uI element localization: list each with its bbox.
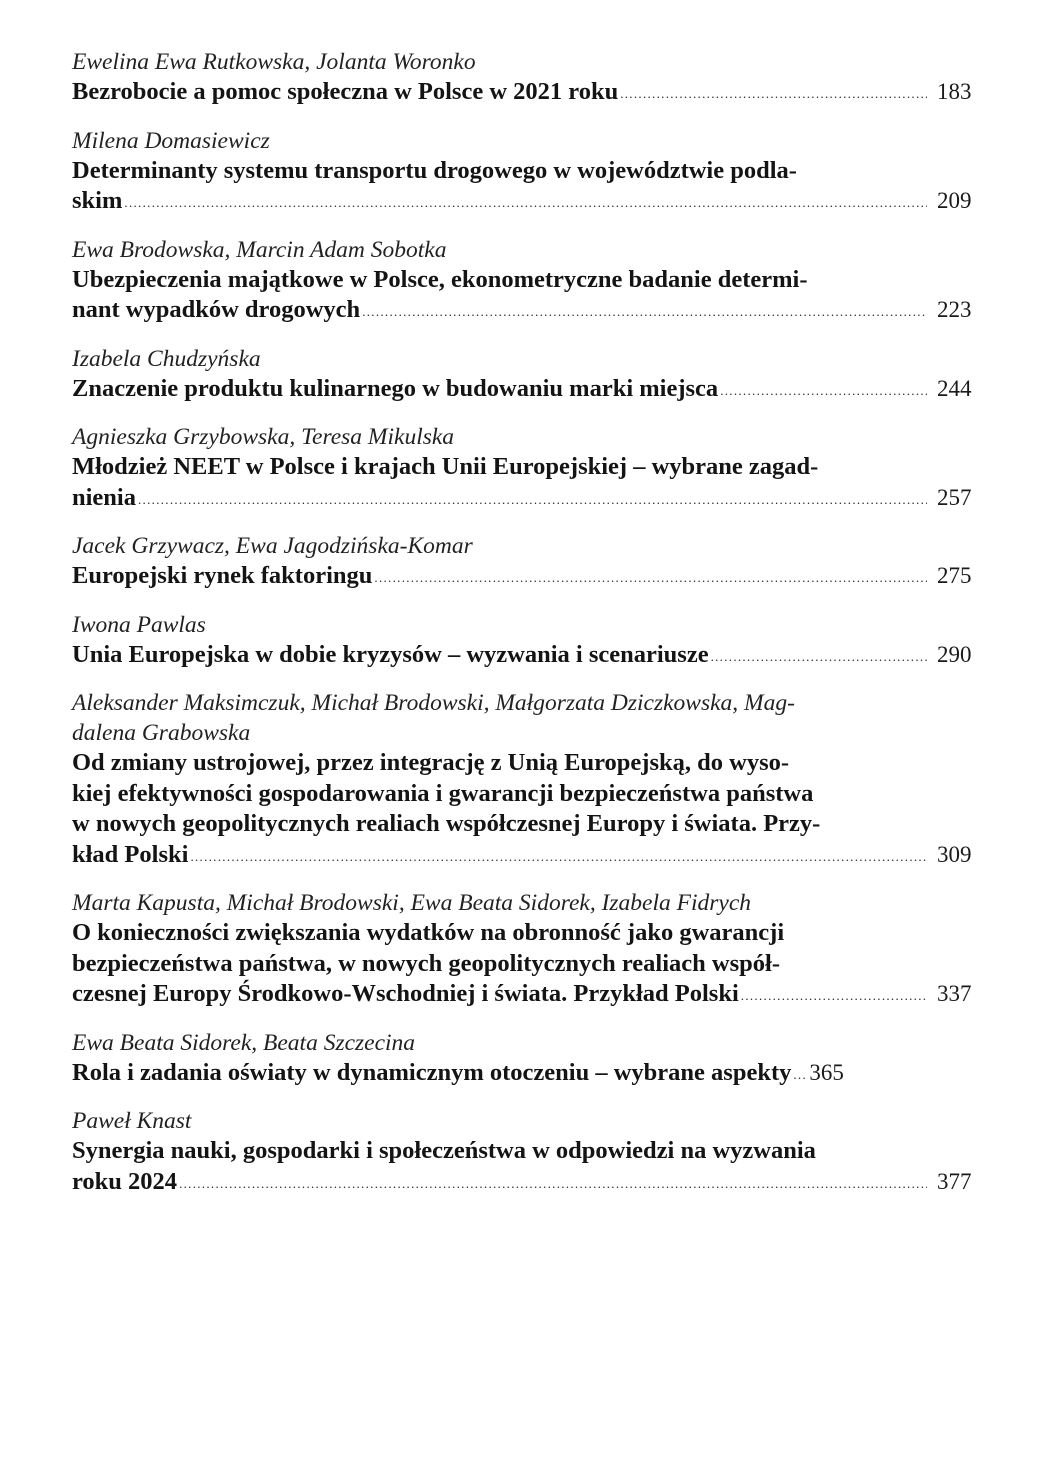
toc-entry — [72, 531, 977, 595]
authors-line: Ewelina Ewa Rutkowska, Jolanta Woronko — [72, 49, 476, 75]
entry-authors — [72, 1106, 977, 1136]
toc-entry — [72, 610, 977, 674]
entry-authors — [72, 1028, 977, 1058]
authors-line: Ewa Beata Sidorek, Beata Szczecina — [72, 1029, 416, 1056]
title-line: Determinanty systemu transportu drogowego w województwie podla- — [72, 156, 797, 184]
authors-line: Iwona Pawlas — [72, 611, 206, 638]
page-number: 290 — [937, 641, 972, 667]
dot-leader — [374, 563, 927, 594]
dot-leader — [620, 79, 927, 110]
dot-leader — [793, 1060, 807, 1091]
title-line: roku 2024 — [72, 1167, 178, 1195]
dot-leader — [190, 842, 927, 873]
entry-authors — [72, 422, 977, 452]
entry-authors — [72, 531, 977, 561]
entry-authors — [72, 126, 977, 156]
title-last-line — [72, 979, 977, 1013]
toc-entry — [72, 235, 977, 329]
title-line: kład Polski — [72, 840, 189, 868]
title-last-line — [72, 840, 977, 874]
authors-line: Agnieszka Grzybowska, Teresa Mikulska — [72, 424, 455, 450]
page-number: 209 — [937, 188, 972, 213]
entry-authors — [72, 235, 977, 265]
entry-title[interactable] — [72, 1136, 977, 1200]
entry-title[interactable] — [72, 265, 977, 329]
authors-line: Izabela Chudzyńska — [72, 345, 261, 372]
entry-title[interactable] — [72, 374, 977, 408]
authors-line: Jacek Grzywacz, Ewa Jagodzińska-Komar — [72, 533, 473, 559]
toc-entry — [72, 888, 977, 1013]
title-line: w nowych geopolitycznych realiach współczesnej Europy i świata. Przy- — [72, 810, 821, 837]
toc-entry — [72, 344, 977, 408]
entry-title[interactable] — [72, 640, 977, 674]
entry-authors — [72, 610, 977, 640]
dot-leader — [720, 376, 927, 407]
title-line: skim — [72, 187, 123, 214]
title-last-line — [72, 1167, 977, 1201]
dot-leader — [741, 981, 927, 1012]
title-line: nant wypadków drogowych — [72, 296, 361, 323]
toc-entry — [72, 126, 977, 220]
page-number: 275 — [937, 563, 972, 588]
entry-title[interactable] — [72, 918, 977, 1013]
entry-title[interactable] — [72, 156, 977, 220]
title-line: bezpieczeństwa państwa, w nowych geopolitycznych realiach współ- — [72, 949, 780, 977]
entry-title[interactable] — [72, 561, 977, 595]
title-line: kiej efektywności gospodarowania i gwarancji bezpieczeństwa państwa — [72, 779, 814, 807]
title-line: O konieczności zwiększania wydatków na obronność jako gwarancji — [72, 919, 785, 946]
authors-line: Marta Kapusta, Michał Brodowski, Ewa Beata Sidorek, Izabela Fidrych — [72, 890, 752, 916]
title-last-line — [72, 640, 977, 674]
title-line: Bezrobocie a pomoc społeczna w Polsce w 2021 roku — [72, 78, 619, 105]
page-number: 257 — [937, 484, 972, 510]
table-of-contents — [72, 47, 977, 1215]
title-last-line — [72, 483, 977, 517]
page-number: 337 — [937, 981, 972, 1006]
toc-entry — [72, 688, 977, 873]
title-last-line — [72, 77, 977, 111]
title-line: Młodzież NEET w Polsce i krajach Unii Europejskiej – wybrane zagad- — [72, 453, 819, 480]
toc-entry — [72, 47, 977, 111]
dot-leader — [362, 297, 927, 328]
entry-title[interactable] — [72, 1058, 977, 1092]
page-number: 309 — [937, 841, 972, 867]
page-number: 377 — [937, 1168, 972, 1194]
entry-authors — [72, 888, 977, 918]
page-number: 223 — [937, 297, 972, 322]
title-last-line — [72, 374, 977, 408]
title-last-line — [72, 186, 977, 220]
title-line: Unia Europejska w dobie kryzysów – wyzwania i scenariusze — [72, 640, 709, 668]
title-line: Od zmiany ustrojowej, przez integrację z Unią Europejską, do wyso- — [72, 749, 790, 776]
page-number: 244 — [937, 375, 972, 401]
toc-entry — [72, 422, 977, 516]
authors-line: Milena Domasiewicz — [72, 127, 270, 154]
dot-leader — [124, 188, 927, 219]
entry-authors — [72, 47, 977, 77]
dot-leader — [138, 485, 927, 516]
title-line: Rola i zadania oświaty w dynamicznym otoczeniu – wybrane aspekty — [72, 1058, 792, 1086]
dot-leader — [179, 1169, 927, 1200]
authors-line: dalena Grabowska — [72, 720, 251, 746]
title-line: Europejski rynek faktoringu — [72, 562, 373, 589]
entry-authors — [72, 688, 977, 748]
title-last-line — [72, 295, 977, 329]
title-line: Ubezpieczenia majątkowe w Polsce, ekonometryczne badanie determi- — [72, 265, 808, 293]
title-line: nienia — [72, 483, 136, 511]
dot-leader — [711, 642, 927, 673]
entry-title[interactable] — [72, 77, 977, 111]
page-number: 365 — [809, 1059, 844, 1085]
page-number: 183 — [937, 79, 972, 104]
authors-line: Paweł Knast — [72, 1108, 192, 1134]
title-line: czesnej Europy Środkowo-Wschodniej i świata. Przykład Polski — [72, 980, 739, 1007]
title-last-line — [72, 1058, 977, 1092]
entry-title[interactable] — [72, 748, 977, 873]
authors-line: Ewa Brodowska, Marcin Adam Sobotka — [72, 236, 447, 263]
entry-title[interactable] — [72, 452, 977, 516]
title-last-line — [72, 561, 977, 595]
toc-entry — [72, 1106, 977, 1200]
title-line: Znaczenie produktu kulinarnego w budowaniu marki miejsca — [72, 374, 719, 402]
toc-entry — [72, 1028, 977, 1092]
authors-line: Aleksander Maksimczuk, Michał Brodowski, Małgorzata Dziczkowska, Mag- — [72, 690, 795, 716]
title-line: Synergia nauki, gospodarki i społeczeństwa w odpowiedzi na wyzwania — [72, 1137, 816, 1164]
entry-authors — [72, 344, 977, 374]
